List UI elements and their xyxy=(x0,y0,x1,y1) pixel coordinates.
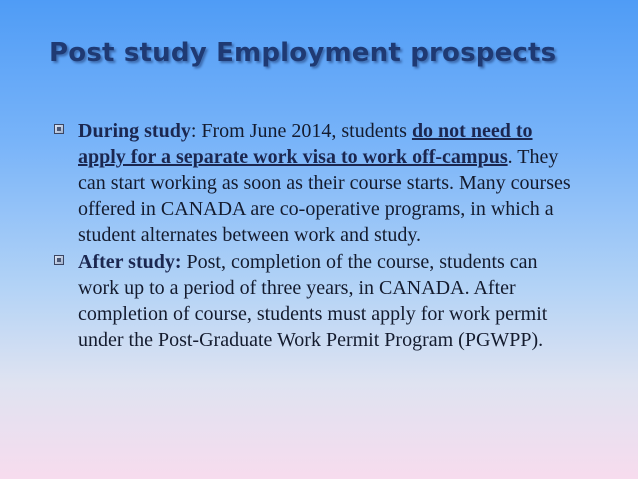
slide-title: Post study Employment prospects xyxy=(49,38,557,68)
square-bullet-icon xyxy=(54,255,64,265)
bullet-text: Post, completion of the course, students can work up to a period of three years, in CANADA. After completion of course, students must apply for work permit under the Post-Graduate Work Permit Program (PGWPP). xyxy=(78,251,548,351)
bullet-during-study xyxy=(54,118,574,248)
bullet-text: . They can start working as soon as their course starts. Many courses offered in CANADA are co-operative programs, in which a student alternates between work and study. xyxy=(78,146,571,246)
bullet-text: : From June 2014, students xyxy=(190,120,412,142)
square-bullet-icon xyxy=(54,124,64,134)
slide-body xyxy=(54,118,574,354)
bullet-lead: During study xyxy=(78,120,191,142)
bullet-lead: After study: xyxy=(78,251,182,273)
bullet-after-study xyxy=(54,249,574,353)
work-visa-link[interactable]: do not need to apply for a separate work visa to work off-campus xyxy=(78,120,533,168)
